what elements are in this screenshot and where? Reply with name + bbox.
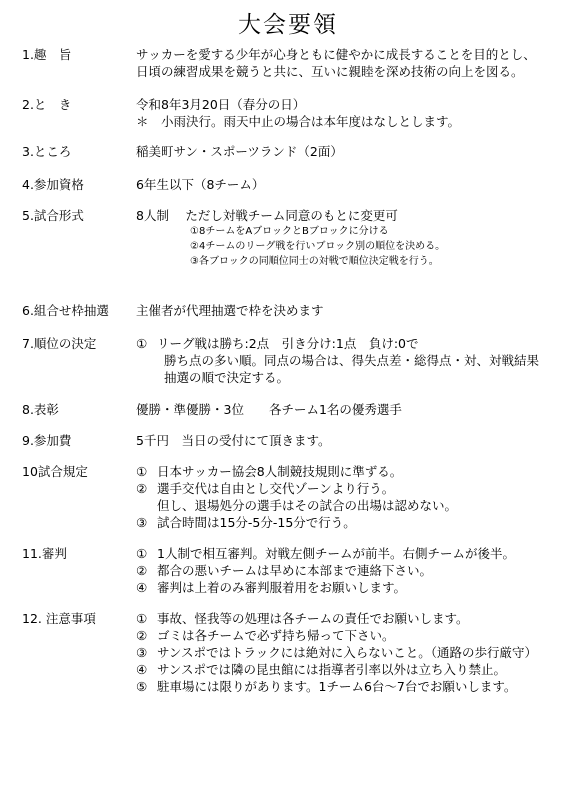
section-label: 12. 注意事項 [22, 611, 96, 626]
item-text: 日本サッカー協会8人制競技規則に準ずる。 [157, 464, 403, 479]
section-label: 8.表彰 [22, 402, 59, 417]
section-body [136, 302, 566, 319]
section-label: 1.趣 旨 [22, 47, 72, 62]
section-body [136, 335, 566, 386]
section-body [136, 610, 566, 695]
body-line: 6年生以下（8チーム） [136, 177, 265, 192]
body-line: 令和8年3月20日（春分の日） [136, 97, 306, 112]
page-title: 大会要領 [238, 12, 338, 38]
section-body [136, 463, 566, 531]
item-text: 駐車場には限りがあります。1チーム6台～7台でお願いします。 [157, 679, 517, 694]
item-text: 1人制で相互審判。対戦左側チームが前半。右側チームが後半。 [157, 546, 515, 561]
item-text: 事故、怪我等の処理は各チームの責任でお願いします。 [157, 611, 469, 626]
list-item [136, 335, 566, 352]
item-text: 選手交代は自由とし交代ゾーンより行う。 [157, 481, 395, 496]
list-item [136, 463, 566, 480]
section-label: 11.審判 [22, 546, 67, 561]
section-body [136, 176, 566, 193]
body-line: 主催者が代理抽選で枠を決めます [136, 303, 324, 318]
item-continuation: 勝ち点の多い順。同点の場合は、得失点差・総得点・対、対戦結果 [164, 353, 540, 368]
list-item [136, 514, 566, 531]
body-line: ＊ 小雨決行。雨天中止の場合は本年度はなしとします。 [136, 114, 461, 129]
section-label: 4.参加資格 [22, 177, 84, 192]
list-item [136, 610, 566, 627]
section-body [136, 401, 566, 418]
item-marker: ④ [136, 580, 148, 595]
list-item [136, 627, 566, 644]
body-line: 優勝・準優勝・3位 各チーム1名の優秀選手 [136, 402, 402, 417]
body-line: サッカーを愛する少年が心身ともに健やかに成長することを目的とし、 [136, 47, 536, 62]
item-text: ゴミは各チームで必ず持ち帰って下さい。 [157, 628, 395, 643]
item-continuation: 但し、退場処分の選手はその試合の出場は認めない。 [157, 498, 458, 513]
section-label: 2.と き [22, 97, 72, 112]
section-label: 7.順位の決定 [22, 336, 97, 351]
item-marker: ② [136, 563, 148, 578]
item-marker: ① [136, 546, 148, 561]
section-label: 5.試合形式 [22, 208, 84, 223]
item-marker: ① [136, 464, 148, 479]
item-text: 都合の悪いチームは早めに本部まで連絡下さい。 [157, 563, 433, 578]
section-body [136, 96, 566, 130]
list-item [136, 661, 566, 678]
item-text: サンスポでは隣の昆虫館には指導者引率以外は立ち入り禁止。 [157, 662, 507, 677]
section-label: 6.組合せ枠抽選 [22, 303, 109, 318]
list-item [136, 480, 566, 497]
section-label: 3.ところ [22, 144, 72, 159]
section-body [136, 432, 566, 449]
list-item [136, 562, 566, 579]
list-item [136, 644, 566, 661]
item-text: 審判は上着のみ審判服着用をお願いします。 [157, 580, 407, 595]
item-marker: ③ [136, 645, 148, 660]
item-marker: ① [136, 611, 148, 626]
list-item [136, 545, 566, 562]
item-marker: ② [136, 628, 148, 643]
item-marker: ③ [136, 515, 148, 530]
item-continuation: 抽選の順で決定する。 [164, 370, 290, 385]
section-label: 10試合規定 [22, 464, 88, 479]
body-line: 日頃の練習成果を競うと共に、互いに親睦を深め技術の向上を図る。 [136, 64, 524, 79]
section-body [136, 46, 566, 80]
item-text: サンスポではトラックには絶対に入らないこと。（通路の歩行厳守） [157, 645, 538, 660]
list-item [136, 678, 566, 695]
body-line: 5千円 当日の受付にて頂きます。 [136, 433, 331, 448]
body-line: 稲美町サン・スポーツランド（2面） [136, 144, 343, 159]
item-marker: ① [136, 336, 148, 351]
sub-line: ①8チームをAブロックとBブロックに分ける [190, 226, 389, 237]
sub-line: ③各ブロックの同順位同士の対戦で順位決定戦を行う。 [190, 256, 439, 267]
list-item [136, 579, 566, 596]
item-text: リーグ戦は勝ち:2点 引き分け:1点 負け:0で [157, 336, 419, 351]
item-marker: ② [136, 481, 148, 496]
section-label: 9.参加費 [22, 433, 72, 448]
body-line: 8人制 ただし対戦チーム同意のもとに変更可 [136, 208, 398, 223]
item-marker: ⑤ [136, 679, 148, 694]
section-body [136, 545, 566, 596]
sub-line: ②4チームのリーグ戦を行いブロック別の順位を決める。 [190, 241, 446, 252]
section-body [136, 143, 566, 160]
section-body [136, 207, 566, 269]
item-text: 試合時間は15分-5分-15分で行う。 [157, 515, 356, 530]
item-marker: ④ [136, 662, 148, 677]
